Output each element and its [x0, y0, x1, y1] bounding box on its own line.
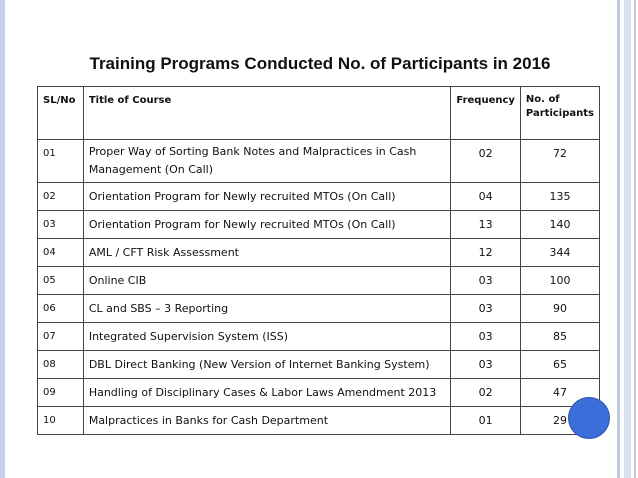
course-title-line1: AML / CFT Risk Assessment	[88, 246, 239, 259]
table-row	[38, 140, 600, 183]
table-body	[38, 140, 600, 435]
header-sl: SL/No	[38, 87, 84, 140]
cell-course	[83, 183, 451, 211]
cell-participants: 140	[520, 211, 599, 239]
cell-sl: 02	[38, 183, 84, 211]
cell-course	[83, 323, 451, 351]
table-row	[38, 295, 600, 323]
cell-sl: 08	[38, 351, 84, 379]
cell-course	[83, 211, 451, 239]
table-row	[38, 267, 600, 295]
cell-participants: 72	[520, 140, 599, 183]
course-title-line1: Handling of Disciplinary Cases & Labor Laws Amendment 2013	[88, 386, 437, 399]
course-title-line1: CL and SBS – 3 Reporting	[88, 302, 229, 315]
course-title-line1: Integrated Supervision System (ISS)	[88, 330, 289, 343]
border-line	[617, 0, 620, 478]
border-band	[624, 0, 631, 478]
table-row	[38, 211, 600, 239]
table-row	[38, 351, 600, 379]
table-row	[38, 379, 600, 407]
slide-left-border	[0, 0, 5, 478]
cell-participants: 85	[520, 323, 599, 351]
table-row	[38, 183, 600, 211]
cell-frequency: 03	[451, 323, 521, 351]
header-participants	[520, 87, 599, 140]
cell-frequency: 03	[451, 295, 521, 323]
cell-sl: 10	[38, 407, 84, 435]
course-title-line1: Proper Way of Sorting Bank Notes and Malpractices in Cash	[88, 145, 417, 158]
cell-course	[83, 351, 451, 379]
slide-title: Training Programs Conducted No. of Participants in 2016	[89, 54, 551, 73]
course-title-line2: Management (On Call)	[88, 163, 214, 176]
course-title-line1: DBL Direct Banking (New Version of Internet Banking System)	[88, 358, 430, 371]
course-title-line1: Orientation Program for Newly recruited MTOs (On Call)	[88, 190, 396, 203]
cell-participants: 135	[520, 183, 599, 211]
cell-participants: 29	[520, 407, 599, 435]
cell-frequency: 03	[451, 267, 521, 295]
cell-course	[83, 239, 451, 267]
cell-course	[83, 140, 451, 183]
cell-frequency: 02	[451, 379, 521, 407]
cell-sl: 05	[38, 267, 84, 295]
table-row	[38, 323, 600, 351]
cell-participants: 100	[520, 267, 599, 295]
course-title-line1: Online CIB	[88, 274, 147, 287]
cell-frequency: 02	[451, 140, 521, 183]
cell-participants: 344	[520, 239, 599, 267]
cell-frequency: 04	[451, 183, 521, 211]
table-row	[38, 239, 600, 267]
cell-sl: 09	[38, 379, 84, 407]
cell-sl: 01	[38, 140, 84, 183]
header-participants-line2: Participants	[525, 108, 594, 119]
training-table	[37, 86, 600, 435]
cell-sl: 04	[38, 239, 84, 267]
course-title-line1: Orientation Program for Newly recruited MTOs (On Call)	[88, 218, 396, 231]
cell-frequency: 12	[451, 239, 521, 267]
table-header-row	[38, 87, 600, 140]
cell-sl: 07	[38, 323, 84, 351]
header-course: Title of Course	[83, 87, 451, 140]
slide-page-circle	[568, 397, 610, 439]
cell-course	[83, 267, 451, 295]
cell-sl: 06	[38, 295, 84, 323]
slide-right-border	[612, 0, 638, 478]
cell-participants: 90	[520, 295, 599, 323]
header-frequency: Frequency	[451, 87, 521, 140]
cell-participants: 47	[520, 379, 599, 407]
cell-frequency: 13	[451, 211, 521, 239]
border-line	[634, 0, 636, 478]
cell-course	[83, 379, 451, 407]
cell-participants: 65	[520, 351, 599, 379]
header-participants-line1: No. of	[525, 94, 560, 105]
table-row	[38, 407, 600, 435]
cell-course	[83, 407, 451, 435]
course-title-line1: Malpractices in Banks for Cash Department	[88, 414, 329, 427]
cell-course	[83, 295, 451, 323]
cell-sl: 03	[38, 211, 84, 239]
cell-frequency: 03	[451, 351, 521, 379]
cell-frequency: 01	[451, 407, 521, 435]
